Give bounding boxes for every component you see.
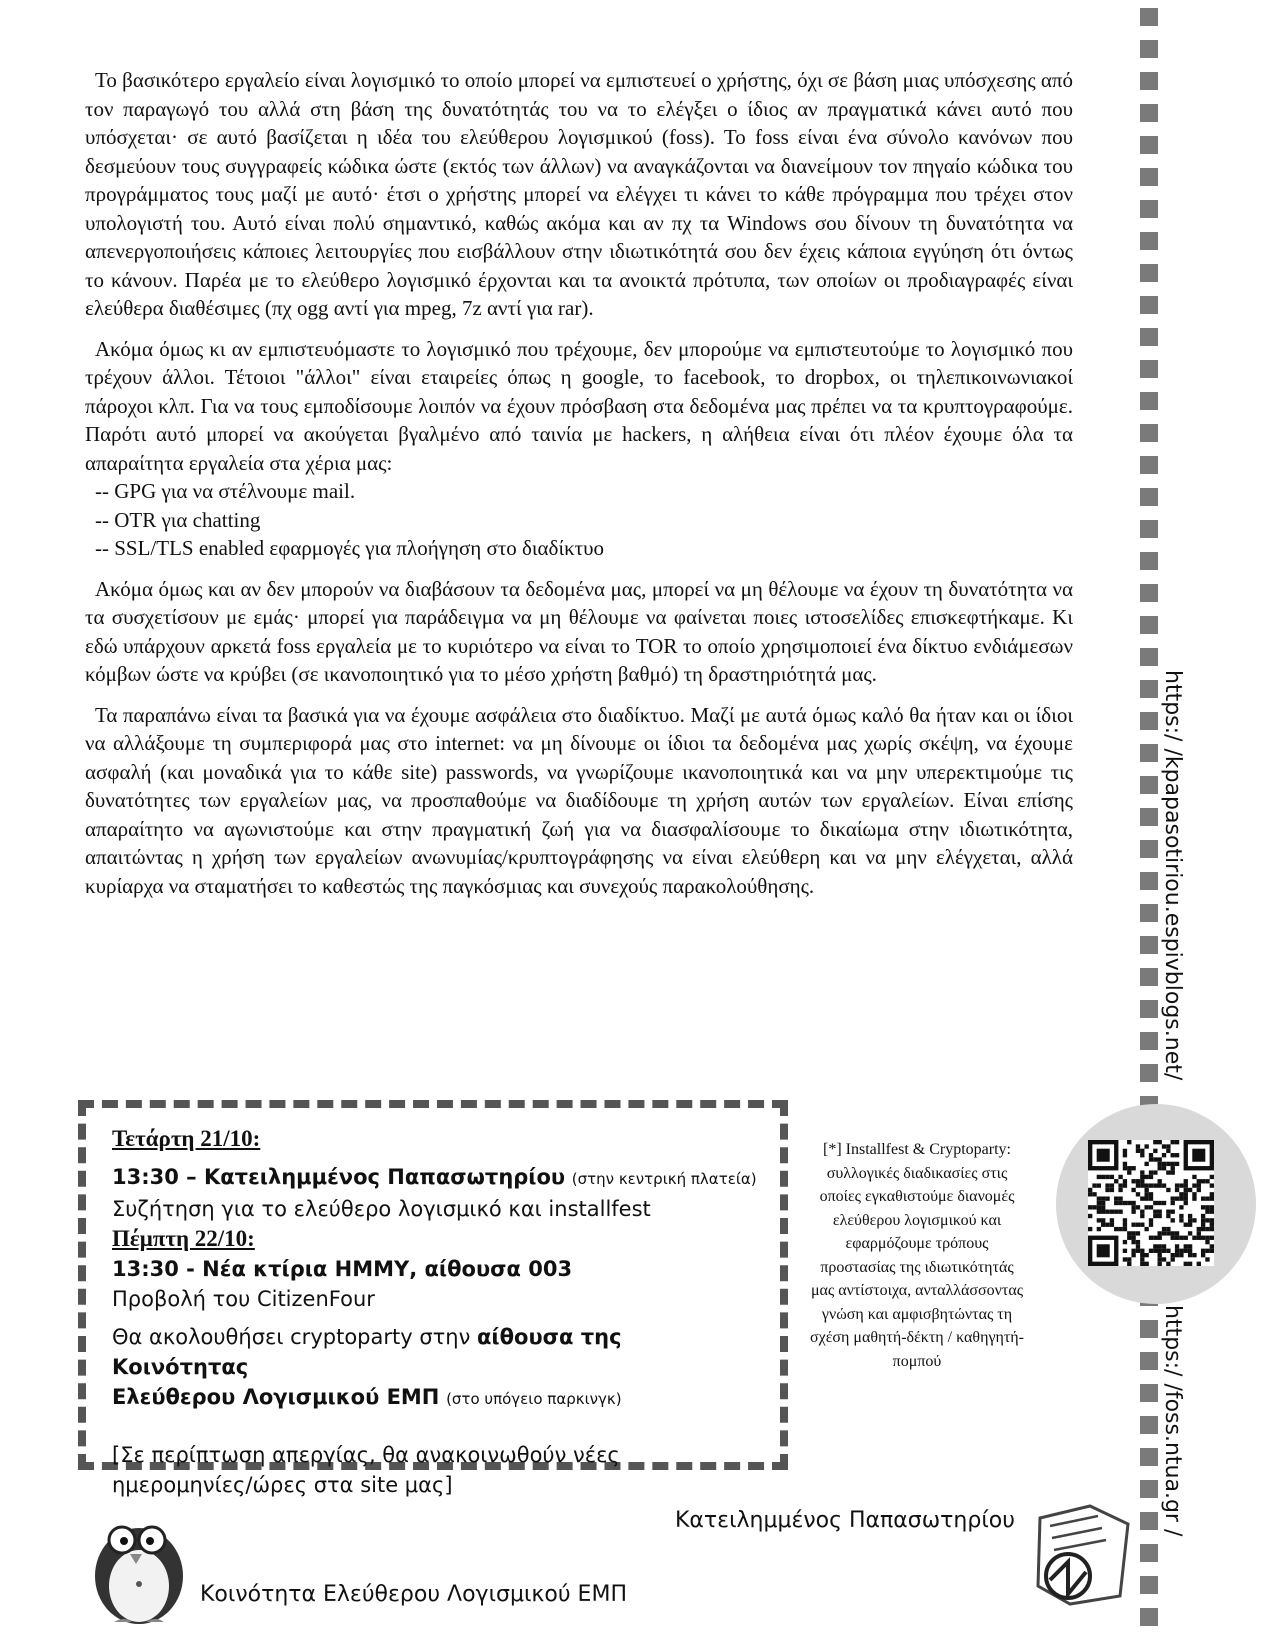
occupied-building-logo-icon [1010,1500,1140,1610]
edge-square [1140,360,1158,378]
edge-square [1140,1320,1158,1338]
edge-square [1140,1480,1158,1498]
edge-square [1140,264,1158,282]
event-day-1: Τετάρτη 21/10: [112,1126,261,1151]
event-1-time-place: 13:30 – Κατειλημμένος Παπασωτηρίου (στην κεντρική πλατεία) [112,1165,757,1189]
edge-square [1140,328,1158,346]
edge-square [1140,808,1158,826]
edge-square [1140,872,1158,890]
list-item: -- OTR για chatting [95,507,261,532]
list-item: -- GPG για να στέλνουμε mail. [95,479,356,503]
edge-square [1140,136,1158,154]
edge-square [1140,552,1158,570]
event-2-time-place: 13:30 - Νέα κτίρια ΗΜΜΥ, αίθουσα 003 [112,1257,573,1281]
edge-square [1140,648,1158,666]
strike-notice: [Σε περίπτωση απεργίας, θα ανακοινωθούν νέες ημερομηνίες/ώρες στα site μας] [112,1443,620,1497]
edge-square [1140,40,1158,58]
paragraph: Τα παραπάνω είναι τα βασικά για να έχουμε ασφάλεια στο διαδίκτυο. Μαζί με αυτά όμως καλό θα ήταν και οι ίδιοι να αλλάξουμε τη συμπεριφορά μας στο internet: να μη δίνουμε οι ίδιοι τα δεδομένα μας χωρίς σκέψη, να έχουμε ασφαλή (και μοναδικά για το κάθε site) passwords, να γνωρίζουμε ικανοποιητικά και να μην υπερεκτιμούμε τις δυνατότητες των εργαλείων μας, να προσπαθούμε να διαδίδουμε τη χρήση αυτών των εργαλείων. Είναι επίσης απαραίτητο να αγωνιστούμε και στην πραγματική ζωή για να διασφαλίσουμε το δικαίωμα στην ιδιωτικότητα, απαιτώντας η χρήση των εργαλείων ανωνυμίας/κρυπτογράφησης να είναι ελεύθερη και να μην ελέγχεται, αλλά κυρίαρχα να σταματήσει το καθεστώς της παγκόσμιας και συνεχούς παρακολούθησης. [85,702,1073,898]
footnote: [*] Installfest & Cryptoparty: συλλογικές διαδικασίες στις οποίες εγκαθιστούμε διανομές ελεύθερου λογισμικού και εφαρμόζουμε τρόπους προστασίας της ιδιωτικότητάς μας αντίστοιχα, ανταλλάσσοντας γνώση και αμφισβητώντας τη σχέση μαθητή-δέκτη / καθηγητή-πομπού [809,1141,1024,1370]
edge-square [1140,1448,1158,1466]
edge-square [1140,744,1158,762]
edge-square [1140,1000,1158,1018]
penguin-mascot-icon [84,1498,194,1628]
edge-square [1140,232,1158,250]
edge-square [1140,424,1158,442]
edge-square [1140,1512,1158,1530]
blog-url[interactable]: https:/ /kpapasotiriou.espivblogs.net/ [1160,670,1185,1081]
edge-square [1140,392,1158,410]
article-body [85,66,1073,912]
foss-url[interactable]: https:/ /foss.ntua.gr / [1160,1305,1185,1537]
list-item: -- SSL/TLS enabled εφαρμογές για πλοήγηση στο διαδίκτυο [95,536,605,560]
edge-square [1140,712,1158,730]
community-name: Κοινότητα Ελεύθερου Λογισμικού ΕΜΠ [200,1582,627,1607]
edge-square [1140,456,1158,474]
edge-square [1140,1032,1158,1050]
edge-square [1140,936,1158,954]
event-followup: Θα ακολουθήσει cryptoparty στην αίθουσα της Κοινότητας Ελεύθερου Λογισμικού ΕΜΠ (στο υπόγειο παρκινγκ) [112,1325,622,1409]
edge-square [1140,584,1158,602]
tools-list [85,477,1073,563]
edge-square [1140,8,1158,26]
edge-square [1140,776,1158,794]
edge-square [1140,1576,1158,1594]
paragraph: Ακόμα όμως και αν δεν μπορούν να διαβάσουν τα δεδομένα μας, μπορεί να μη θέλουμε να έχουν τη δυνατότητα να τα συσχετίσουν με εμάς· μπορεί για παράδειγμα να μη θέλουμε να φαίνεται ποιες ιστοσελίδες επισκεφτήκαμε. Κι εδώ υπάρχουν αρκετά foss εργαλεία με το κυριότερο να είναι το TOR το οποίο χρησιμοποιεί ένα δίκτυο ενδιάμεσων κόμβων ώστε να κρύβει (σε ικανοποιητικό για το μέσο χρήστη βαθμό) τη δραστηριότητά μας. [85,576,1073,686]
edge-square [1140,968,1158,986]
event-1-description: Συζήτηση για το ελεύθερο λογισμικό και installfest [112,1197,651,1221]
edge-square [1140,1352,1158,1370]
edge-square [1140,1608,1158,1626]
edge-square [1140,72,1158,90]
edge-square [1140,520,1158,538]
paragraph: Ακόμα όμως κι αν εμπιστευόμαστε το λογισμικό που τρέχουμε, δεν μπορούμε να εμπιστευτούμε το λογισμικό που τρέχουν άλλοι. Τέτοιοι "άλλοι" είναι εταιρείες όπως η google, το facebook, το dropbox, οι τηλεπικοινωνιακοί πάροχοι κλπ. Για να τους εμποδίσουμε λοιπόν να έχουν πρόσβαση στα δεδομένα μας πρέπει να τα κρυπτογραφούμε. Παρότι αυτό μπορεί να ακούγεται βγαλμένο από ταινία με hackers, η αλήθεια είναι ότι πλέον έχουμε όλα τα απαραίτητα εργαλεία στα χέρια μας: [85,336,1073,475]
edge-square [1140,1384,1158,1402]
event-schedule-box [78,1100,788,1497]
edge-square [1140,1416,1158,1434]
edge-square [1140,840,1158,858]
paragraph: Το βασικότερο εργαλείο είναι λογισμικό το οποίο μπορεί να εμπιστευεί ο χρήστης, όχι σε βάση μιας υπόσχεσης από τον παραγωγό του αλλά στη βάση της δυνατότητάς του να το ελέγξει ο ίδιος αν πραγματικά κάνει αυτό που υπόσχεται· σε αυτό βασίζεται η ιδέα του ελεύθερου λογισμικού (foss). Το foss είναι ένα σύνολο κανόνων που δεσμεύουν τους συγγραφείς κώδικα ώστε (εκτός των άλλων) να αναγκάζονται να διανείμουν τον πηγαίο κώδικα του προγράμματος τους μαζί με αυτό· έτσι ο χρήστης μπορεί να ελέγχει τι κάνει το κάθε πρόγραμμα που τρέχει στον υπολογιστή του. Αυτό είναι πολύ σημαντικό, καθώς ακόμα και αν πχ τα Windows σου δίνουν τη δυνατότητα να απενεργοποιήσεις κάποιες λειτουργίες που εισβάλλουν στην ιδιωτικότητά σου δεν έχεις κάποια εγγύηση ότι όντως το κάνουν. Παρέα με το ελεύθερο λογισμικό έρχονται και τα ανοικτά πρότυπα, των οποίων οι προδιαγραφές είναι ελεύθερα διαθέσιμες (πχ ogg αντί για mpeg, 7z αντί για rar). [85,68,1073,320]
edge-square [1140,104,1158,122]
edge-square [1140,296,1158,314]
event-2-description: Προβολή του CitizenFour [112,1287,375,1311]
edge-square [1140,200,1158,218]
edge-square [1140,904,1158,922]
qr-code-icon[interactable] [1088,1140,1214,1266]
edge-square [1140,1064,1158,1082]
edge-square [1140,680,1158,698]
edge-square [1140,1544,1158,1562]
edge-square-strip [1140,8,1158,1626]
edge-square [1140,488,1158,506]
edge-square [1140,616,1158,634]
author-signature: Κατειλημμένος Παπασωτηρίου [675,1508,1015,1533]
event-day-2: Πέμπτη 22/10: [112,1226,255,1251]
edge-square [1140,168,1158,186]
